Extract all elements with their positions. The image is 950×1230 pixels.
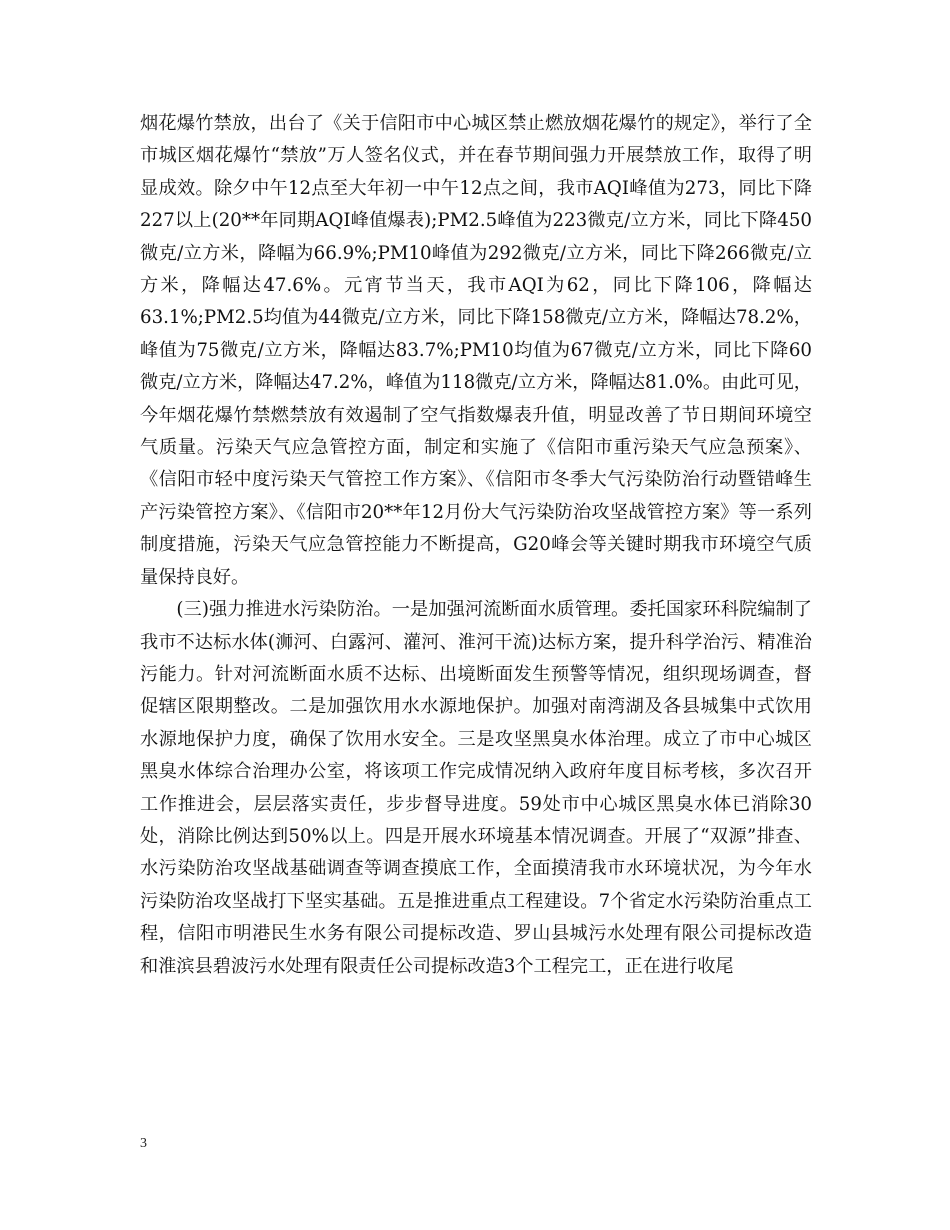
body-text	[140, 108, 812, 983]
paragraph-air-quality: 烟花爆竹禁放，出台了《关于信阳市中心城区禁止燃放烟花爆竹的规定》，举行了全市城区烟花爆竹“禁放”万人签名仪式，并在春节期间强力开展禁放工作，取得了明显成效。除夕中午12点至大年初一中午12点之间，我市AQI峰值为273，同比下降227以上(20**年同期AQI峰值爆表);PM2.5峰值为223微克/立方米，同比下降450微克/立方米，降幅为66.9%;PM10峰值为292微克/立方米，同比下降266微克/立方米，降幅达47.6%。元宵节当天，我市AQI为62，同比下降106，降幅达63.1%;PM2.5均值为44微克/立方米，同比下降158微克/立方米，降幅达78.2%，峰值为75微克/立方米，降幅达83.7%;PM10均值为67微克/立方米，同比下降60微克/立方米，降幅达47.2%，峰值为118微克/立方米，降幅达81.0%。由此可见，今年烟花爆竹禁燃禁放有效遏制了空气指数爆表升值，明显改善了节日期间环境空气质量。污染天气应急管控方面，制定和实施了《信阳市重污染天气应急预案》、《信阳市轻中度污染天气管控工作方案》、《信阳市冬季大气污染防治行动暨错峰生产污染管控方案》、《信阳市20**年12月份大气污染防治攻坚战管控方案》等一系列制度措施，污染天气应急管控能力不断提高，G20峰会等关键时期我市环境空气质量保持良好。	[140, 113, 812, 588]
paragraph-water-pollution: (三)强力推进水污染防治。一是加强河流断面水质管理。委托国家环科院编制了我市不达标水体(浉河、白露河、灌河、淮河干流)达标方案，提升科学治污、精准治污能力。针对河流断面水质不达标、出境断面发生预警等情况，组织现场调查，督促辖区限期整改。二是加强饮用水水源地保护。加强对南湾湖及各县城集中式饮用水源地保护力度，确保了饮用水安全。三是攻坚黑臭水体治理。成立了市中心城区黑臭水体综合治理办公室，将该项工作完成情况纳入政府年度目标考核，多次召开工作推进会，层层落实责任，步步督导进度。59处市中心城区黑臭水体已消除30处，消除比例达到50%以上。四是开展水环境基本情况调查。开展了“双源”排查、水污染防治攻坚战基础调查等调查摸底工作，全面摸清我市水环境状况，为今年水污染防治攻坚战打下坚实基础。五是推进重点工程建设。7个省定水污染防治重点工程，信阳市明港民生水务有限公司提标改造、罗山县城污水处理有限公司提标改造和淮滨县碧波污水处理有限责任公司提标改造3个工程完工，正在进行收尾	[140, 599, 812, 977]
page-number: 3	[140, 1136, 147, 1151]
